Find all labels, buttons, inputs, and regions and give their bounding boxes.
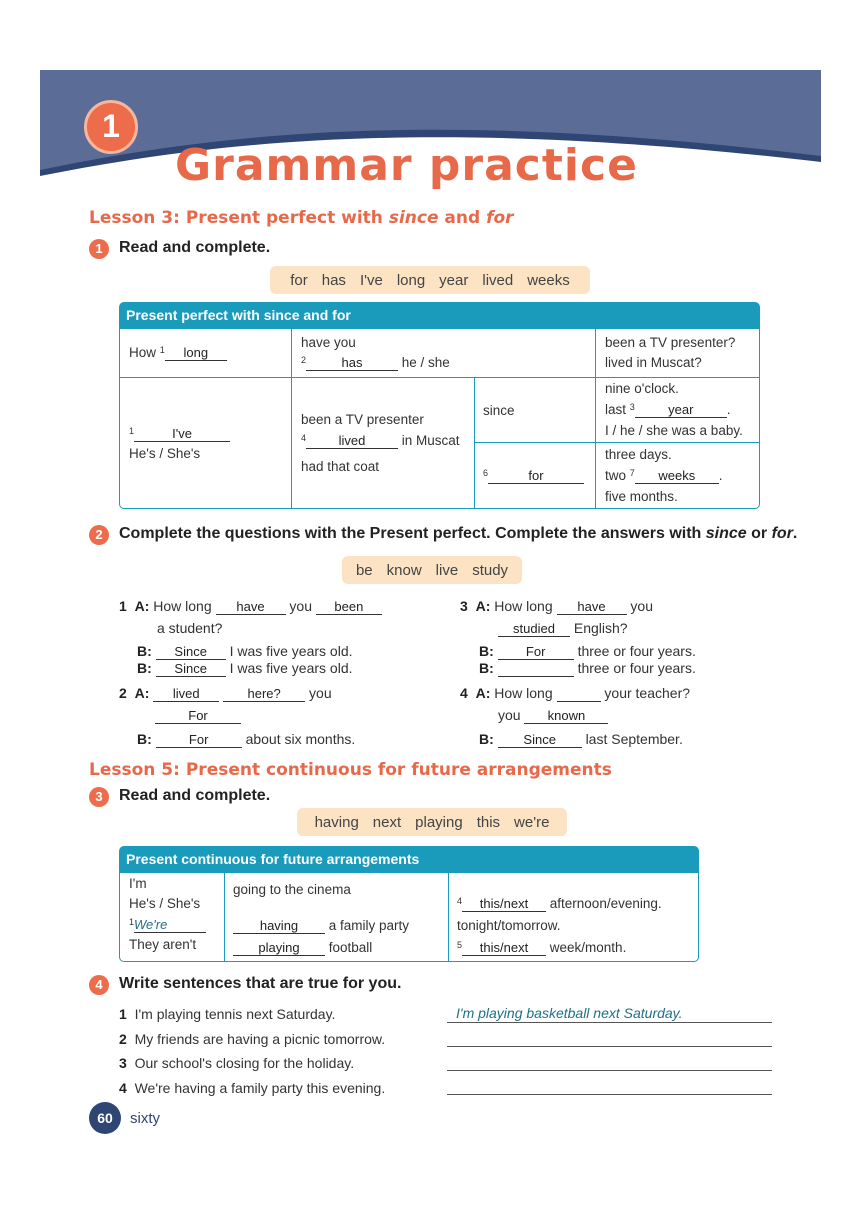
- sentence-1: 1 I'm playing tennis next Saturday.: [119, 1006, 336, 1022]
- since-text: since: [483, 403, 515, 418]
- word: lived: [482, 271, 514, 289]
- word: year: [439, 271, 469, 289]
- page-title: Grammar practice: [175, 140, 638, 191]
- week-text: week/month.: [549, 940, 627, 955]
- exercise4-number: 4: [89, 975, 109, 995]
- question-4: 4 A: How long your teacher?: [460, 685, 691, 701]
- table-header: Present perfect with since and for: [119, 302, 760, 328]
- been-tv-text: been a TV presenter: [301, 412, 424, 427]
- answer-long: long: [165, 345, 227, 361]
- how-text: How: [129, 345, 157, 360]
- answer-having: having: [233, 918, 325, 934]
- answer-year: year: [635, 402, 727, 418]
- lesson5-heading: Lesson 5: Present continuous for future arrangements: [89, 760, 612, 780]
- exercise4-title: Write sentences that are true for you.: [119, 975, 402, 992]
- word: for: [290, 271, 308, 289]
- page-number-word: sixty: [130, 1110, 160, 1127]
- afternoon-text: afternoon/evening.: [549, 896, 662, 911]
- had-coat-text: had that coat: [301, 459, 380, 474]
- answer: Since: [156, 661, 226, 677]
- exercise3-word-box: [297, 808, 567, 836]
- word: know: [386, 561, 422, 579]
- sentence-3: 3 Our school's closing for the holiday.: [119, 1055, 355, 1071]
- answer-line[interactable]: [447, 1046, 772, 1047]
- answer-weeks: weeks: [635, 468, 719, 484]
- lived-question: lived in Muscat?: [605, 355, 702, 370]
- answer-3b-alt: B: three or four years.: [479, 660, 696, 676]
- answer-ive: I've: [134, 426, 230, 442]
- exercise1-word-box: [270, 266, 590, 294]
- answer: lived: [153, 686, 219, 702]
- answer-2b: B: For about six months.: [137, 731, 356, 747]
- answer: [498, 661, 574, 677]
- word: has: [321, 271, 346, 289]
- answer-this-next: this/next: [462, 940, 546, 956]
- word: I've: [359, 271, 383, 289]
- five-months-text: five months.: [605, 489, 678, 504]
- nine-oclock-text: nine o'clock.: [605, 381, 679, 396]
- answer: studied: [498, 621, 570, 637]
- answer-4b: B: Since last September.: [479, 731, 683, 747]
- going-cinema-text: going to the cinema: [233, 882, 351, 897]
- in-muscat-text: in Muscat: [401, 433, 460, 448]
- exercise2-number: 2: [89, 525, 109, 545]
- word: we're: [514, 813, 550, 831]
- question-3: 3 A: How long have you: [460, 598, 653, 614]
- last-text: last: [605, 402, 627, 417]
- page-number-badge: 60: [89, 1102, 121, 1134]
- answer-1b-alt: B: Since I was five years old.: [137, 660, 353, 676]
- answer-for: for: [488, 468, 584, 484]
- word: live: [435, 561, 459, 579]
- exercise3-title: Read and complete.: [119, 787, 271, 804]
- table-cell: [119, 377, 292, 509]
- baby-text: I / he / she was a baby.: [605, 423, 743, 438]
- word: playing: [415, 813, 463, 831]
- word: next: [372, 813, 402, 831]
- answer-were: We're: [134, 917, 206, 933]
- football-text: football: [328, 940, 373, 955]
- answer: Since: [156, 644, 226, 660]
- answer-this-next: this/next: [462, 896, 546, 912]
- question-2: 2 A: lived here? you: [119, 685, 332, 701]
- exercise3-number: 3: [89, 787, 109, 807]
- exercise1-title: Read and complete.: [119, 239, 271, 256]
- table-header: Present continuous for future arrangements: [119, 846, 699, 872]
- answer-line[interactable]: [447, 1070, 772, 1071]
- im-text: I'm: [129, 876, 147, 891]
- sentence-answer-1[interactable]: I'm playing basketball next Saturday.: [456, 1005, 683, 1021]
- answer-3b: B: For three or four years.: [479, 643, 696, 659]
- answer-1b: B: Since I was five years old.: [137, 643, 353, 659]
- word: weeks: [527, 271, 570, 289]
- word: long: [396, 271, 426, 289]
- have-you-text: have you: [301, 335, 356, 350]
- been-tv-question: been a TV presenter?: [605, 335, 736, 350]
- hes-shes-text: He's / She's: [129, 446, 201, 461]
- he-she-text: he / she: [401, 355, 450, 370]
- answer: [557, 686, 601, 702]
- word: study: [472, 561, 509, 579]
- word: be: [355, 561, 373, 579]
- sentence-2: 2 My friends are having a picnic tomorrow.: [119, 1031, 386, 1047]
- sentence-4: 4 We're having a family party this evening.: [119, 1080, 386, 1096]
- word: this: [476, 813, 501, 831]
- answer-line[interactable]: [447, 1094, 772, 1095]
- unit-number-badge: 1: [84, 100, 138, 154]
- answer: here?: [223, 686, 305, 702]
- tonight-text: tonight/tomorrow.: [457, 918, 561, 933]
- answer: have: [557, 599, 627, 615]
- exercise2-title: Complete the questions with the Present perfect. Complete the answers with since or for.: [119, 525, 798, 542]
- answer: Since: [498, 732, 582, 748]
- question-1: 1 A: How long have you been: [119, 598, 382, 615]
- answer: been: [316, 599, 382, 615]
- hes-shes-text: He's / She's: [129, 896, 201, 911]
- answer: For: [498, 644, 574, 660]
- present-continuous-table: Present continuous for future arrangements I'm He's / She's $^1$We're They aren't going to the cinema having a family party playing football $^4$ this/next afternoon/evening. tonight/tomorrow. $^5$ this/next week/month.: [119, 846, 699, 962]
- answer-lived: lived: [306, 433, 398, 449]
- answer-playing: playing: [233, 940, 325, 956]
- exercise1-number: 1: [89, 239, 109, 259]
- answer: For: [155, 708, 241, 724]
- answer: known: [524, 708, 608, 724]
- answer: For: [156, 732, 242, 748]
- present-perfect-table: Present perfect with since and for How $^1$ long have you $^2$ has he / she been a TV presenter? lived in Muscat? $^1$ I've He's / She's been a TV presenter $^4$ lived in Muscat had that coat since $^6$ for nine o'clock. last $^3$ year . I / he / she was a baby. three days. two $^7$ weeks . five months.: [119, 302, 760, 509]
- three-days-text: three days.: [605, 447, 672, 462]
- they-arent-text: They aren't: [129, 937, 197, 952]
- exercise2-word-box: [342, 556, 522, 584]
- word: having: [314, 813, 359, 831]
- answer: have: [216, 599, 286, 615]
- family-party-text: a family party: [328, 918, 410, 933]
- answer-line: [447, 1022, 772, 1023]
- lesson3-heading: Lesson 3: Present perfect with since and for: [89, 208, 514, 228]
- answer-has: has: [306, 355, 398, 371]
- two-text: two: [605, 468, 627, 483]
